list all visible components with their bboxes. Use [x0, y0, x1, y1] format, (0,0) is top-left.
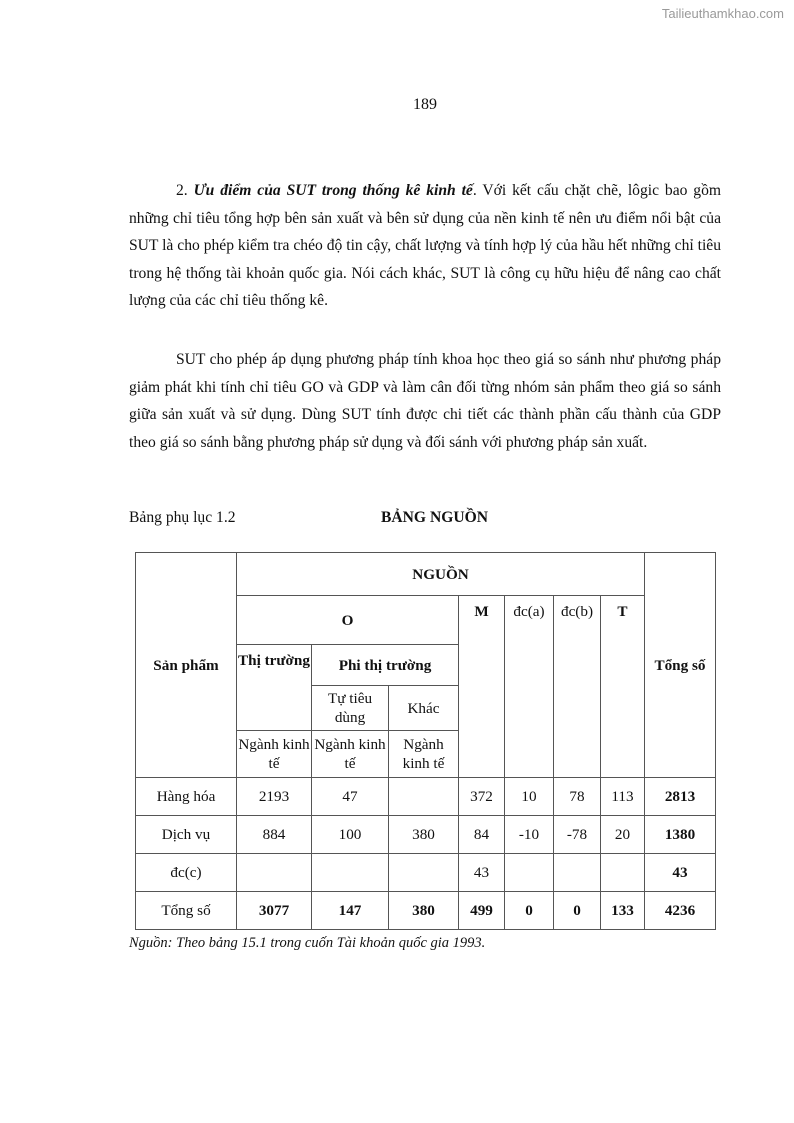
table-label: Bảng phụ lục 1.2	[129, 509, 236, 526]
page-number: 189	[413, 96, 437, 113]
supply-table	[135, 552, 716, 930]
cell-m: 372	[459, 778, 505, 816]
cell-other	[389, 854, 459, 892]
cell-t	[601, 854, 645, 892]
header-nguon: NGUỒN	[237, 553, 645, 596]
table-row-total	[136, 892, 716, 930]
cell-other: 380	[389, 816, 459, 854]
cell-m: 499	[459, 892, 505, 930]
header-dcb: đc(b)	[554, 596, 601, 778]
cell-dca: -10	[505, 816, 554, 854]
cell-t: 113	[601, 778, 645, 816]
cell-dcb	[554, 854, 601, 892]
cell-total: 43	[645, 854, 716, 892]
header-nganh-kinh-te: Ngành kinh tế	[237, 731, 312, 778]
cell-market: 2193	[237, 778, 312, 816]
header-san-pham: Sản phẩm	[136, 553, 237, 778]
cell-dca: 0	[505, 892, 554, 930]
header-khac: Khác	[389, 686, 459, 731]
cell-dcb: 0	[554, 892, 601, 930]
header-o: O	[237, 596, 459, 645]
paragraph-body: . Với kết cấu chặt chẽ, lôgic bao gồm những chỉ tiêu tổng hợp bên sản xuất và bên sử dụng của nền kinh tế nên ưu điểm nổi bật của SUT là cho phép kiểm tra chéo độ tin cậy, chất lượng và tính hợp lý của hầu hết những chỉ tiêu trong hệ thống tài khoản quốc gia. Nói cách khác, SUT là công cụ hữu hiệu để nâng cao chất lượng của các chỉ tiêu thống kê.	[129, 182, 722, 309]
table-title: BẢNG NGUỒN	[381, 509, 488, 526]
cell-own-use: 100	[312, 816, 389, 854]
table-row	[136, 778, 716, 816]
row-label: Tổng số	[136, 892, 237, 930]
section-heading: Ưu điểm của SUT trong thống kê kinh tế	[193, 182, 473, 199]
section-number: 2.	[176, 182, 194, 199]
row-label: Dịch vụ	[136, 816, 237, 854]
cell-market: 884	[237, 816, 312, 854]
header-phi-thi-truong: Phi thị trường	[312, 645, 459, 686]
row-label: đc(c)	[136, 854, 237, 892]
cell-dcb: 78	[554, 778, 601, 816]
cell-total: 1380	[645, 816, 716, 854]
table-row	[136, 816, 716, 854]
cell-t: 133	[601, 892, 645, 930]
header-nganh-kinh-te: Ngành kinh tế	[312, 731, 389, 778]
cell-other: 380	[389, 892, 459, 930]
header-dca: đc(a)	[505, 596, 554, 778]
cell-total: 4236	[645, 892, 716, 930]
header-nganh-kinh-te: Ngành kinh tế	[389, 731, 459, 778]
cell-dcb: -78	[554, 816, 601, 854]
row-label: Hàng hóa	[136, 778, 237, 816]
watermark: Tailieuthamkhao.com	[661, 6, 784, 21]
source-note: Nguồn: Theo bảng 15.1 trong cuốn Tài khoản quốc gia 1993.	[129, 935, 486, 951]
cell-market	[237, 854, 312, 892]
cell-own-use	[312, 854, 389, 892]
cell-own-use: 147	[312, 892, 389, 930]
header-m: M	[459, 596, 505, 778]
cell-m: 43	[459, 854, 505, 892]
cell-t: 20	[601, 816, 645, 854]
table-row	[136, 854, 716, 892]
paragraph-body: SUT cho phép áp dụng phương pháp tính khoa học theo giá so sánh như phương pháp giảm phát khi tính chỉ tiêu GO và GDP và làm cân đối từng nhóm sản phẩm theo giá so sánh giữa sản xuất và sử dụng. Dùng SUT tính được chi tiết các thành phần cấu thành của GDP theo giá so sánh bằng phương pháp sử dụng và đối sánh với phương pháp sản xuất.	[129, 351, 721, 451]
paragraph-advantages	[129, 177, 721, 315]
cell-m: 84	[459, 816, 505, 854]
header-tu-tieu-dung: Tự tiêu dùng	[312, 686, 389, 731]
header-t: T	[601, 596, 645, 778]
cell-total: 2813	[645, 778, 716, 816]
cell-own-use: 47	[312, 778, 389, 816]
cell-market: 3077	[237, 892, 312, 930]
header-thi-truong: Thị trường	[237, 645, 312, 731]
header-tong-so: Tổng số	[645, 553, 716, 778]
cell-dca	[505, 854, 554, 892]
cell-other	[389, 778, 459, 816]
cell-dca: 10	[505, 778, 554, 816]
paragraph-comparable-prices	[129, 346, 721, 456]
